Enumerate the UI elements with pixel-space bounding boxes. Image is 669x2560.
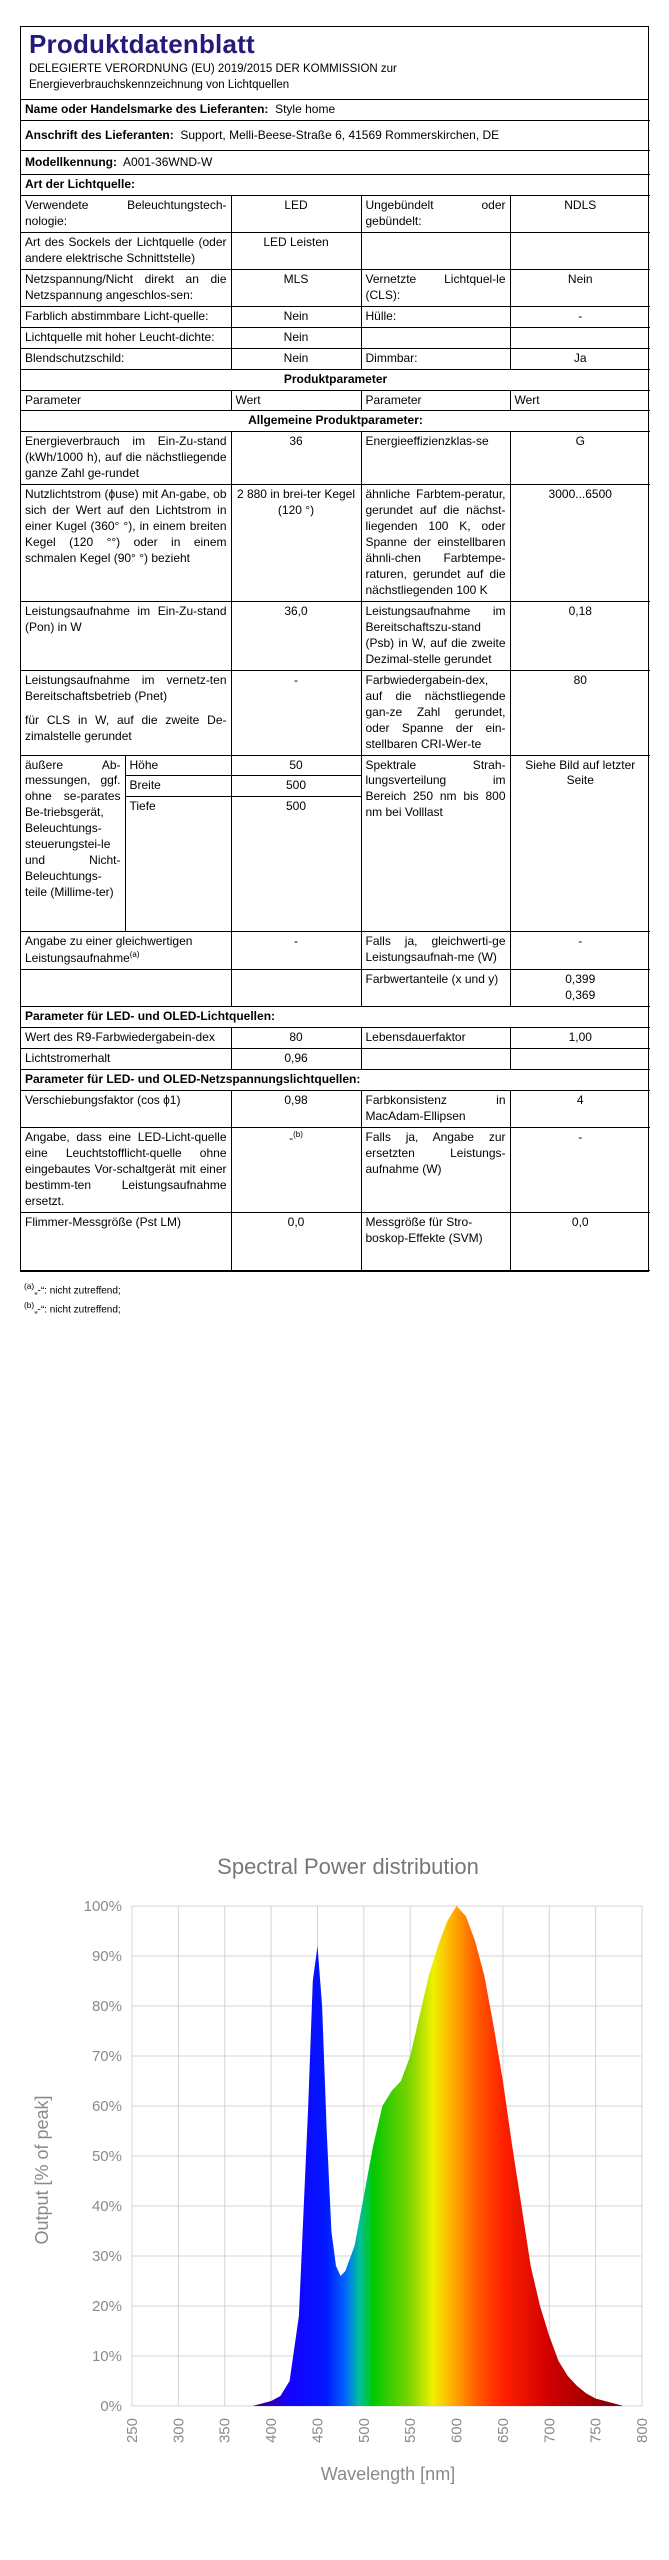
y-tick-label: 100% — [83, 1898, 122, 1915]
table-row: Angabe zu einer gleichwertigen Leistungsaufnahme$^{(a)}$ - Falls ja, gleichwerti-ge Leistungsaufnah-me (W) - — [21, 932, 650, 970]
x-tick-label: 600 — [448, 2418, 466, 2444]
supplier-name-row — [21, 100, 650, 120]
product-params-heading: Produktparameter — [21, 369, 650, 390]
table-row: Lichtquelle mit hoher Leucht-dichte: Nein — [21, 327, 650, 348]
y-tick-label: 70% — [91, 2048, 122, 2065]
x-tick-label: 400 — [263, 2418, 281, 2444]
subtitle-line-1: DELEGIERTE VERORDNUNG (EU) 2019/2015 DER KOMMISSION zur — [29, 63, 397, 75]
product-data-sheet — [20, 26, 649, 1272]
led-heading-row: Parameter für LED- und OLED-Lichtquellen: — [21, 1007, 650, 1028]
table-row: Verschiebungsfaktor (cos ϕ1) 0,98 Farbkonsistenz in MacAdam-Ellipsen 4 — [21, 1091, 650, 1128]
y-tick-labels — [84, 1898, 122, 2415]
x-tick-label: 750 — [587, 2418, 605, 2444]
x-tick-label: 800 — [634, 2418, 651, 2444]
footnote-a: $^{(a)}$„-“: nicht zutreffend; — [24, 1281, 121, 1297]
dimensions-row: äußere Ab-messungen, ggf. ohne se-parates Be-triebsgerät, Beleuchtungs-steuerungstei-le und Nicht-Beleuchtungs-teile (Millime-ter) Höhe Breite Tiefe 50 500 500 Spektrale Strah-lungsverteilung im Bereich 250 nm bis 800 nm bei Volllast Siehe Bild auf letzter Seite — [21, 755, 650, 932]
y-tick-label: 60% — [91, 2098, 122, 2115]
y-tick-label: 30% — [91, 2248, 122, 2265]
lightsource-heading-row: Art der Lichtquelle: — [21, 174, 650, 195]
y-tick-label: 20% — [91, 2298, 122, 2315]
x-tick-label: 350 — [216, 2418, 234, 2444]
page-title: Produktdatenblatt — [29, 29, 255, 59]
supplier-address-label: Anschrift des Lieferanten: — [25, 127, 174, 142]
x-tick-label: 250 — [124, 2418, 141, 2444]
table-row: Energieverbrauch im Ein-Zu-stand (kWh/1000 h), auf die nächstliegende ganze Zahl ge-rundet 36 Energieeffizienzklas-se G — [21, 432, 650, 485]
x-tick-label: 700 — [541, 2418, 559, 2444]
y-axis-label: Output [% of peak] — [32, 2095, 52, 2245]
table-row: Flimmer-Messgröße (Pst LM) 0,0 Messgröße für Stro-boskop-Effekte (SVM) 0,0 — [21, 1212, 650, 1270]
datasheet-table — [21, 100, 650, 1271]
y-tick-label: 80% — [91, 1998, 122, 2015]
spectral-power-chart — [0, 1840, 669, 2520]
mains-heading-row: Parameter für LED- und OLED-Netzspannungslichtquellen: — [21, 1070, 650, 1091]
footnotes — [24, 1280, 121, 1319]
column-header-row: Parameter Wert Parameter Wert — [21, 390, 650, 411]
subtitle-line-2: Energieverbrauchskennzeichnung von Lichtquellen — [29, 78, 290, 91]
supplier-name-label: Name oder Handelsmarke des Lieferanten: — [25, 102, 269, 117]
general-params-heading: Allgemeine Produktparameter: — [21, 411, 650, 432]
y-tick-label: 50% — [91, 2148, 122, 2165]
supplier-address-row — [21, 120, 650, 150]
model-row — [21, 150, 650, 174]
table-row: Farblich abstimmbare Licht-quelle: Nein Hülle: - — [21, 306, 650, 327]
x-axis-label: Wavelength [nm] — [320, 2464, 456, 2484]
table-row: Netzspannung/Nicht direkt an die Netzspannung angeschlos-sen: MLS Vernetzte Lichtquel-le (CLS): Nein — [21, 269, 650, 306]
x-tick-label: 550 — [402, 2418, 420, 2444]
chart-title: Spectral Power distribution — [217, 1854, 479, 1879]
table-row: Wert des R9-Farbwiedergabein-dex 80 Lebensdauerfaktor 1,00 — [21, 1028, 650, 1049]
x-tick-label: 300 — [170, 2418, 188, 2444]
table-row: Art des Sockels der Lichtquelle (oder andere elektrische Schnittstelle) LED Leisten — [21, 232, 650, 269]
table-row: Angabe, dass eine LED-Licht-quelle eine Leuchtstofflicht-quelle ohne eingebautes Vor-schaltgerät mit einer bestimm-ten Leistungsaufnahme ersetzt. -$^{(b)}$ Falls ja, Angabe zur ersetzten Leistungs-aufnahme (W) - — [21, 1127, 650, 1212]
table-row: Leistungsaufnahme im vernetz-ten Bereitschaftsbetrieb (Pnet) für CLS in W, auf die zweite De-zimalstelle gerundet - Farbwiedergabein-dex, auf die nächstliegende gan-ze Zahl gerundet, oder Spanne der ein-stellbaren CRI-Wer-te 80 — [21, 670, 650, 755]
table-row: Nutzlichtstrom (ϕuse) mit An-gabe, ob sich der Wert auf den Lichtstrom in einer Kugel (360° °), in einem breiten Kegel (120 °°) oder in einem schmalen Kegel (90° °) bezieht 2 880 in brei-ter Kegel (120 °) ähnliche Farbtem-peratur, gerundet auf die nächst-liegenden 100 K, oder Spanne der einstellbaren ähnli-chen Farbtempe-raturen, gerundet auf die nächstliegenden 100 K 3000...6500 — [21, 485, 650, 602]
dimensions-subtable: äußere Ab-messungen, ggf. ohne se-parates Be-triebsgerät, Beleuchtungs-steuerungstei-le und Nicht-Beleuchtungs-teile (Millime-ter) Höhe Breite Tiefe — [21, 756, 231, 932]
supplier-address-value: Support, Melli-Beese-Straße 6, 41569 Rommerskirchen, DE — [180, 127, 500, 142]
table-row: Leistungsaufnahme im Ein-Zu-stand (Pon) in W 36,0 Leistungsaufnahme im Bereitschaftszu-stand (Psb) in W, auf die zweite Dezimal-stelle gerundet 0,18 — [21, 601, 650, 670]
x-tick-labels — [124, 2418, 651, 2443]
x-tick-label: 450 — [309, 2418, 327, 2444]
footnote-b: $^{(b)}$„-“: nicht zutreffend; — [24, 1300, 121, 1316]
table-row: Verwendete Beleuchtungstech-nologie: LED Ungebündelt oder gebündelt: NDLS — [21, 195, 650, 232]
model-value: A001-36WND-W — [123, 154, 213, 169]
y-tick-label: 90% — [91, 1948, 122, 1965]
table-row: Blendschutzschild: Nein Dimmbar: Ja — [21, 348, 650, 369]
regulation-subtitle — [21, 60, 648, 100]
y-tick-label: 0% — [100, 2398, 122, 2415]
model-label: Modellkennung: — [25, 154, 117, 169]
x-tick-label: 650 — [494, 2418, 512, 2444]
supplier-name-value: Style home — [275, 102, 336, 117]
table-row: Farbwertanteile (x und y) 0,399 0,369 — [21, 970, 650, 1007]
y-tick-label: 10% — [91, 2348, 122, 2365]
x-tick-label: 500 — [355, 2418, 373, 2444]
table-row: Lichtstromerhalt 0,96 — [21, 1049, 650, 1070]
y-tick-label: 40% — [91, 2198, 122, 2215]
